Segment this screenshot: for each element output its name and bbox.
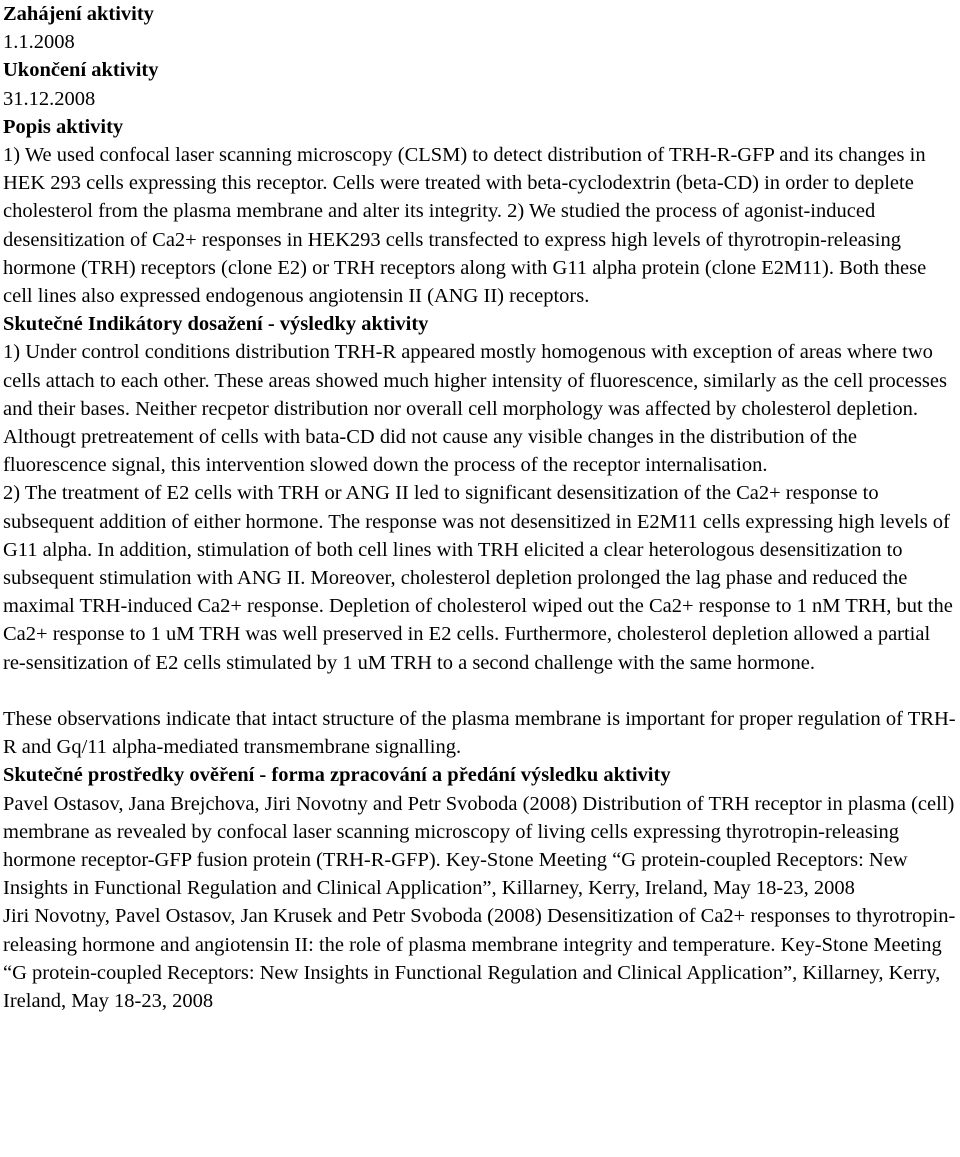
results-paragraph-2: 2) The treatment of E2 cells with TRH or ANG II led to significant desensitization of the Ca2+ response to subsequent addition of either hormone. The response was not desensitized in E2M11 cells expressing high levels of G11 alpha. In addition, stimulation of both cell lines with TRH elicited a clear heterologous desensitization to subsequent stimulation with ANG II. Moreover, cholesterol depletion prolonged the lag phase and reduced the maximal TRH-induced Ca2+ response. Depletion of cholesterol wiped out the Ca2+ response to 1 nM TRH, but the Ca2+ response to 1 uM TRH was well preserved in E2 cells. Furthermore, cholesterol depletion allowed a partial re-sensitization of E2 cells stimulated by 1 uM TRH to a second challenge with the same hormone.: [3, 482, 953, 674]
description-text: 1) We used confocal laser scanning microscopy (CLSM) to detect distribution of TRH-R-GFP and its changes in HEK 293 cells expressing this receptor. Cells were treated with beta-cyclodextrin (beta-CD) in order to deplete cholesterol from the plasma membrane and alter its integrity. 2) We studied the process of agonist-induced desensitization of Ca2+ responses in HEK293 cells transfected to express high levels of thyrotropin-releasing hormone (TRH) receptors (clone E2) or TRH receptors along with G11 alpha protein (clone E2M11). Both these cell lines also expressed endogenous angiotensin II (ANG II) receptors.: [3, 144, 927, 308]
start-date: 1.1.2008: [3, 31, 75, 54]
description-label: Popis aktivity: [3, 115, 124, 138]
results-conclusion: These observations indicate that intact structure of the plasma membrane is important for proper regulation of TRH-R and Gq/11 alpha-mediated transmembrane signalling.: [3, 708, 956, 759]
start-label: Zahájení aktivity: [3, 3, 154, 25]
results-paragraph-1: 1) Under control conditions distribution TRH-R appeared mostly homogenous with exception of areas where two cells attach to each other. These areas showed much higher intensity of fluorescence, similarly as the cell processes and their bases. Neither recpetor distribution nor overall cell morphology was affected by cholesterol depletion. Althougt pretreatement of cells with bata-CD did not cause any visible changes in the distribution of the fluorescence signal, this intervention slowed down the process of the receptor internalisation.: [3, 341, 947, 477]
verification-label: Skutečné prostředky ověření - forma zpracování a předání výsledku aktivity: [3, 764, 671, 787]
blank-line: [3, 677, 958, 705]
results-label: Skutečné Indikátory dosažení - výsledky aktivity: [3, 313, 429, 336]
publication-2: Jiri Novotny, Pavel Ostasov, Jan Krusek and Petr Svoboda (2008) Desensitization of Ca2+ responses to thyrotropin-releasing hormone and angiotensin II: the role of plasma membrane integrity and temperature. Key-Stone Meeting “G protein-coupled Receptors: New Insights in Functional Regulation and Clinical Application”, Killarney, Kerry, Ireland, May 18-23, 2008: [3, 905, 956, 1013]
end-label: Ukončení aktivity: [3, 59, 159, 82]
end-date: 31.12.2008: [3, 87, 96, 110]
publication-1: Pavel Ostasov, Jana Brejchova, Jiri Novotny and Petr Svoboda (2008) Distribution of TRH receptor in plasma (cell) membrane as revealed by confocal laser scanning microscopy of living cells expressing thyrotropin-releasing hormone receptor-GFP fusion protein (TRH-R-GFP). Key-Stone Meeting “G protein-coupled Receptors: New Insights in Functional Regulation and Clinical Application”, Killarney, Kerry, Ireland, May 18-23, 2008: [3, 792, 955, 900]
